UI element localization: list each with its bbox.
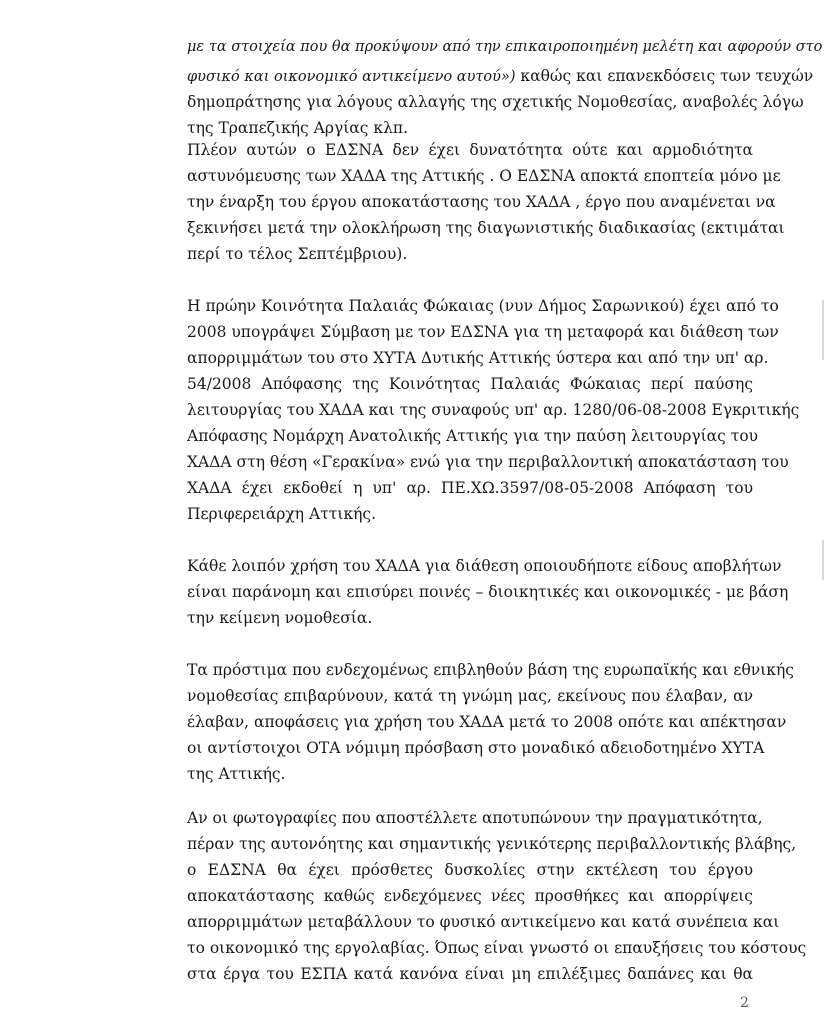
italic-text: με τα στοιχεία που θα προκύψουν από την επικαιροποιημένη μελέτη και αφορούν στο — [187, 39, 823, 55]
paragraph-3-line-2: 2008 υπογράψει Σύμβαση με τον ΕΔΣΝΑ για τη μεταφορά και διάθεση των — [187, 323, 779, 341]
scan-edge-mark — [822, 300, 824, 360]
paragraph-5-line-4: οι αντίστοιχοι ΟΤΑ νόμιμη πρόσβαση στο μοναδικό αδειοδοτημένο ΧΥΤΑ — [187, 739, 765, 757]
paragraph-3-line-5: λειτουργίας του ΧΑΔΑ και της συναφούς υπ' αρ. 1280/06-08-2008 Εγκριτικής — [187, 401, 800, 419]
paragraph-3-line-9: Περιφερειάρχη Αττικής. — [187, 505, 377, 523]
text-run: καθώς και επανεκδόσεις των τευχών — [515, 67, 814, 85]
paragraph-6-line-4: αποκατάστασης καθώς ενδεχόμενες νέες προσθήκες και απορρίψεις — [187, 887, 753, 905]
paragraph-4-line-3: την κείμενη νομοθεσία. — [187, 609, 373, 627]
paragraph-1-line-4: της Τραπεζικής Αργίας κλπ. — [187, 119, 409, 137]
paragraph-5-line-2: νομοθεσίας επιβαρύνουν, κατά τη γνώμη μας, εκείνους που έλαβαν, αν — [187, 687, 753, 705]
paragraph-1-line-1 — [187, 36, 823, 57]
paragraph-6-line-3: ο ΕΔΣΝΑ θα έχει πρόσθετες δυσκολίες στην εκτέλεση του έργου — [187, 861, 753, 879]
paragraph-2-line-1: Πλέον αυτών ο ΕΔΣΝΑ δεν έχει δυνατότητα ούτε και αρμοδιότητα — [187, 141, 753, 159]
paragraph-6-line-1: Αν οι φωτογραφίες που αποστέλλετε αποτυπώνουν την πραγματικότητα, — [187, 809, 763, 827]
paragraph-3-line-4: 54/2008 Απόφασης της Κοινότητας Παλαιάς Φώκαιας περί παύσης — [187, 375, 753, 393]
paragraph-5-line-5: της Αττικής. — [187, 765, 286, 783]
paragraph-2-line-5: περί το τέλος Σεπτέμβριου). — [187, 245, 408, 263]
paragraph-4-line-1: Κάθε λοιπόν χρήση του ΧΑΔΑ για διάθεση οποιουδήποτε είδους αποβλήτων — [187, 557, 782, 575]
paragraph-5-line-1: Τα πρόστιμα που ενδεχομένως επιβληθούν βάση της ευρωπαϊκής και εθνικής — [187, 661, 794, 679]
paragraph-3-line-7: ΧΑΔΑ στη θέση «Γερακίνα» ενώ για την περιβαλλοντική αποκατάσταση του — [187, 453, 789, 471]
paragraph-3-line-3: απορριμμάτων του στο ΧΥΤΑ Δυτικής Αττικής ύστερα και από την υπ' αρ. — [187, 349, 769, 367]
paragraph-1-line-3: δημοπράτησης για λόγους αλλαγής της σχετικής Νομοθεσίας, αναβολές λόγω — [187, 93, 804, 111]
paragraph-6-line-6: το οικονομικό της εργολαβίας. Όπως είναι γνωστό οι επαυξήσεις του κόστους — [187, 939, 807, 957]
paragraph-6-line-7: στα έργα του ΕΣΠΑ κατά κανόνα είναι μη επιλέξιμες δαπάνες και θα — [187, 965, 753, 983]
paragraph-4-line-2: είναι παράνομη και επισύρει ποινές – διοικητικές και οικονομικές - με βάση — [187, 583, 789, 601]
paragraph-6-line-5: απορριμμάτων μεταβάλλουν το φυσικό αντικείμενο και κατά συνέπεια και — [187, 913, 780, 931]
paragraph-1-line-2 — [187, 66, 814, 87]
paragraph-2-line-3: την έναρξη του έργου αποκατάστασης του ΧΑΔΑ , έργο που αναμένεται να — [187, 193, 776, 211]
page-number: 2 — [740, 995, 749, 1011]
paragraph-6-line-2: πέραν της αυτονόητης και σημαντικής γενικότερης περιβαλλοντικής βλάβης, — [187, 835, 797, 853]
scan-edge-mark — [822, 540, 824, 580]
paragraph-5-line-3: έλαβαν, αποφάσεις για χρήση του ΧΑΔΑ μετά το 2008 οπότε και απέκτησαν — [187, 713, 787, 731]
paragraph-3-line-8: ΧΑΔΑ έχει εκδοθεί η υπ' αρ. ΠΕ.ΧΩ.3597/08-05-2008 Απόφαση του — [187, 479, 753, 497]
paragraph-3-line-6: Απόφασης Νομάρχη Ανατολικής Αττικής για την παύση λειτουργίας του — [187, 427, 759, 445]
paragraph-2-line-2: αστυνόμευσης των ΧΑΔΑ της Αττικής . Ο ΕΔΣΝΑ αποκτά εποπτεία μόνο με — [187, 167, 781, 185]
paragraph-2-line-4: ξεκινήσει μετά την ολοκλήρωση της διαγωνιστικής διαδικασίας (εκτιμάται — [187, 219, 785, 237]
paragraph-3-line-1: Η πρώην Κοινότητα Παλαιάς Φώκαιας (νυν Δήμος Σαρωνικού) έχει από το — [187, 297, 779, 315]
italic-text: φυσικό και οικονομικό αντικείμενο αυτού») — [187, 69, 516, 85]
